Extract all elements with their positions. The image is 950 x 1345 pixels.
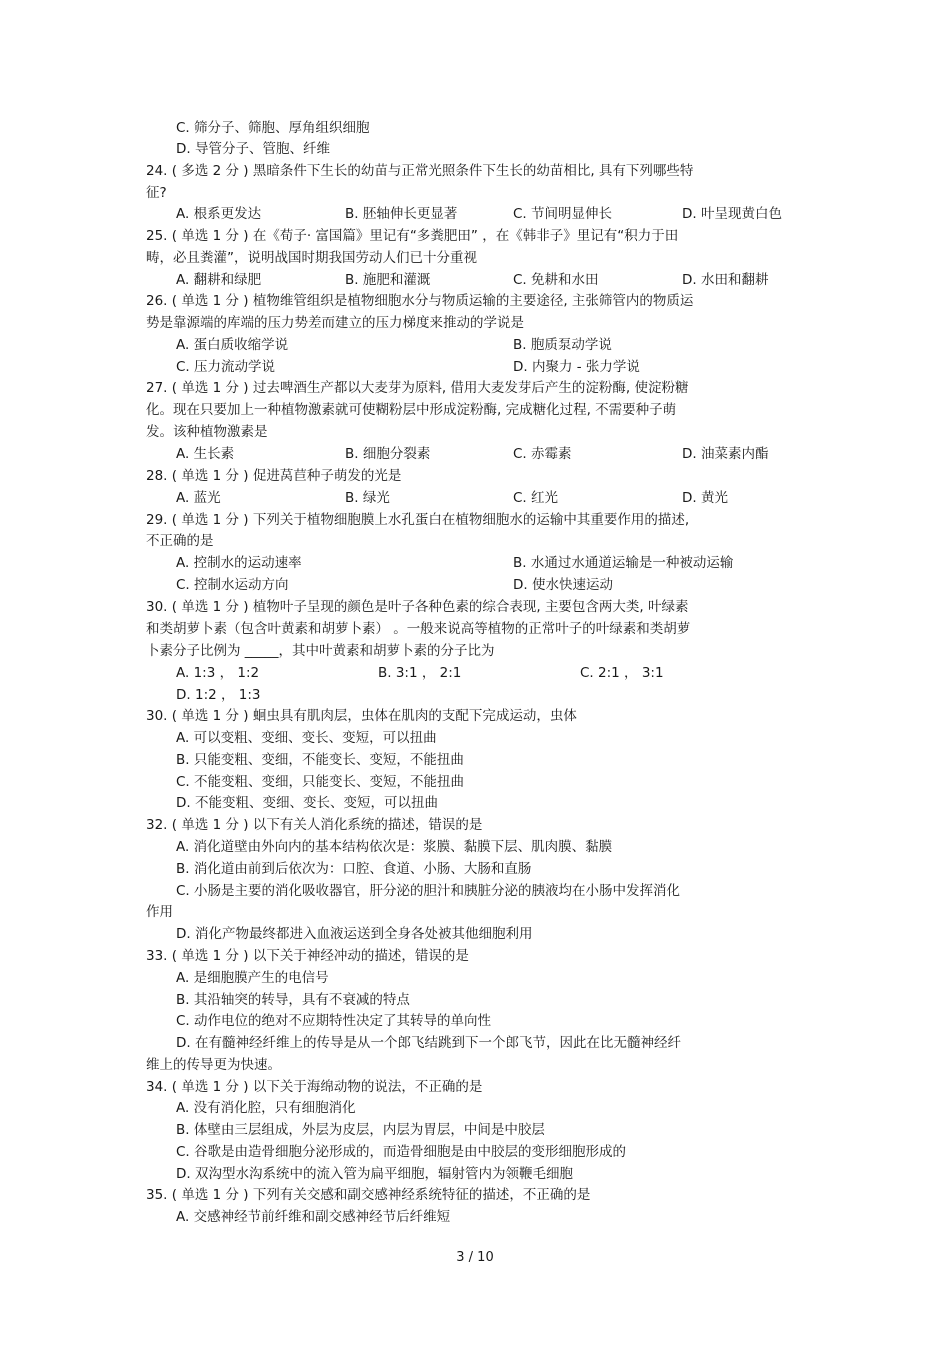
q26-option-b: B. 胞质泵动学说 (513, 337, 612, 353)
question-27: 27. ( 单选 1 分 ) 过去啤酒生产都以大麦芽为原料, 借用大麦发芽后产生的淀粉酶, 使淀粉糖 (146, 380, 689, 396)
q30-option-c: C. 2:1 ， 3:1 (580, 665, 664, 681)
q24-option-d: D. 叶呈现黄白色 (682, 206, 782, 222)
question-29-cont: 不正确的是 (146, 533, 214, 549)
option-line: D. 在有髓神经纤维上的传导是从一个郎飞结跳到下一个郎飞节，因此在比无髓神经纤 (176, 1035, 681, 1051)
question-30-cont: 和类胡萝卜素（包含叶黄素和胡萝卜素） 。一般来说高等植物的正常叶子的叶绿素和类胡萝 (146, 621, 691, 637)
q29-option-b: B. 水通过水通道运输是一种被动运输 (513, 555, 734, 571)
question-30b: 30. ( 单选 1 分 ) 蛔虫具有肌肉层，虫体在肌肉的支配下完成运动，虫体 (146, 708, 577, 724)
page-number: 3 / 10 (456, 1250, 494, 1265)
question-24-cont: 征? (146, 185, 167, 201)
q24-option-b: B. 胚轴伸长更显著 (345, 206, 458, 222)
option-line: C. 谷歌是由造骨细胞分泌形成的，而造骨细胞是由中胶层的变形细胞形成的 (176, 1144, 627, 1160)
question-26: 26. ( 单选 1 分 ) 植物维管组织是植物细胞水分与物质运输的主要途径, 主张筛管内的物质运 (146, 293, 694, 309)
q27-option-b: B. 细胞分裂素 (345, 446, 431, 462)
option-line: C. 不能变粗、变细，只能变长、变短，不能扭曲 (176, 774, 465, 790)
option-line: D. 消化产物最终都进入血液运送到全身各处被其他细胞利用 (176, 926, 533, 942)
option-line: D. 导管分子、管胞、纤维 (176, 141, 330, 157)
option-line: C. 动作电位的绝对不应期特性决定了其转导的单向性 (176, 1013, 492, 1029)
q28-option-d: D. 黄光 (682, 490, 728, 506)
question-27-cont: 化。现在只要加上一种植物激素就可使糊粉层中形成淀粉酶, 完成糖化过程, 不需要种子萌 (146, 402, 677, 418)
q30-option-b: B. 3:1 ， 2:1 (378, 665, 462, 681)
question-30: 30. ( 单选 1 分 ) 植物叶子呈现的颜色是叶子各种色素的综合表现, 主要包含两大类, 叶绿素 (146, 599, 689, 615)
option-line: B. 其沿轴突的转导，具有不衰减的特点 (176, 992, 410, 1008)
option-line-cont: 作用 (146, 904, 173, 920)
option-line: A. 交感神经节前纤维和副交感神经节后纤维短 (176, 1209, 451, 1225)
question-28: 28. ( 单选 1 分 ) 促进莴苣种子萌发的光是 (146, 468, 402, 484)
q26-option-d: D. 内聚力 - 张力学说 (513, 359, 640, 375)
question-35: 35. ( 单选 1 分 ) 下列有关交感和副交感神经系统特征的描述，不正确的是 (146, 1187, 591, 1203)
q28-option-a: A. 蓝光 (176, 490, 221, 506)
q24-option-a: A. 根系更发达 (176, 206, 262, 222)
option-line-cont: 维上的传导更为快速。 (146, 1057, 281, 1073)
q29-option-d: D. 使水快速运动 (513, 577, 613, 593)
question-32: 32. ( 单选 1 分 ) 以下有关人消化系统的描述，错误的是 (146, 817, 483, 833)
option-line: D. 双沟型水沟系统中的流入管为扁平细胞，辐射管内为领鞭毛细胞 (176, 1166, 573, 1182)
question-26-cont: 势是靠源端的库端的压力势差而建立的压力梯度来推动的学说是 (146, 315, 524, 331)
q26-option-c: C. 压力流动学说 (176, 359, 276, 375)
q28-option-b: B. 绿光 (345, 490, 390, 506)
q27-option-c: C. 赤霉素 (513, 446, 572, 462)
option-line: B. 消化道由前到后依次为：口腔、食道、小肠、大肠和直肠 (176, 861, 532, 877)
q29-option-c: C. 控制水运动方向 (176, 577, 289, 593)
option-line: C. 筛分子、筛胞、厚角组织细胞 (176, 120, 370, 136)
q29-option-a: A. 控制水的运动速率 (176, 555, 302, 571)
question-25: 25. ( 单选 1 分 ) 在《荀子· 富国篇》里记有“多粪肥田” ，在《韩非子》里记有“积力于田 (146, 228, 679, 244)
question-34: 34. ( 单选 1 分 ) 以下关于海绵动物的说法，不正确的是 (146, 1079, 483, 1095)
question-30-cont: 卜素分子比例为 _____，其中叶黄素和胡萝卜素的分子比为 (146, 643, 495, 659)
option-line: A. 可以变粗、变细、变长、变短，可以扭曲 (176, 730, 437, 746)
q27-option-d: D. 油菜素内酯 (682, 446, 769, 462)
question-24: 24. ( 多选 2 分 ) 黑暗条件下生长的幼苗与正常光照条件下生长的幼苗相比, 具有下列哪些特 (146, 163, 694, 179)
question-29: 29. ( 单选 1 分 ) 下列关于植物细胞膜上水孔蛋白在植物细胞水的运输中其重要作用的描述, (146, 512, 690, 528)
q30-option-d: D. 1:2 ， 1:3 (176, 687, 261, 703)
option-line: C. 小肠是主要的消化吸收器官，肝分泌的胆汁和胰脏分泌的胰液均在小肠中发挥消化 (176, 883, 681, 899)
question-27-cont: 发。该种植物激素是 (146, 424, 268, 440)
q30-option-a: A. 1:3 ， 1:2 (176, 665, 260, 681)
option-line: A. 是细胞膜产生的电信号 (176, 970, 329, 986)
q28-option-c: C. 红光 (513, 490, 559, 506)
option-line: B. 只能变粗、变细，不能变长、变短，不能扭曲 (176, 752, 464, 768)
q25-option-b: B. 施肥和灌溉 (345, 272, 431, 288)
q25-option-a: A. 翻耕和绿肥 (176, 272, 262, 288)
q25-option-d: D. 水田和翻耕 (682, 272, 769, 288)
option-line: B. 体壁由三层组成，外层为皮层，内层为胃层，中间是中胶层 (176, 1122, 545, 1138)
option-line: D. 不能变粗、变细、变长、变短，可以扭曲 (176, 795, 438, 811)
q25-option-c: C. 免耕和水田 (513, 272, 599, 288)
question-25-cont: 畴，必且粪灌”，说明战国时期我国劳动人们已十分重视 (146, 250, 477, 266)
option-line: A. 没有消化腔，只有细胞消化 (176, 1100, 356, 1116)
option-line: A. 消化道壁由外向内的基本结构依次是：浆膜、黏膜下层、肌肉膜、黏膜 (176, 839, 613, 855)
question-33: 33. ( 单选 1 分 ) 以下关于神经冲动的描述，错误的是 (146, 948, 469, 964)
q26-option-a: A. 蛋白质收缩学说 (176, 337, 289, 353)
q27-option-a: A. 生长素 (176, 446, 235, 462)
q24-option-c: C. 节间明显伸长 (513, 206, 613, 222)
